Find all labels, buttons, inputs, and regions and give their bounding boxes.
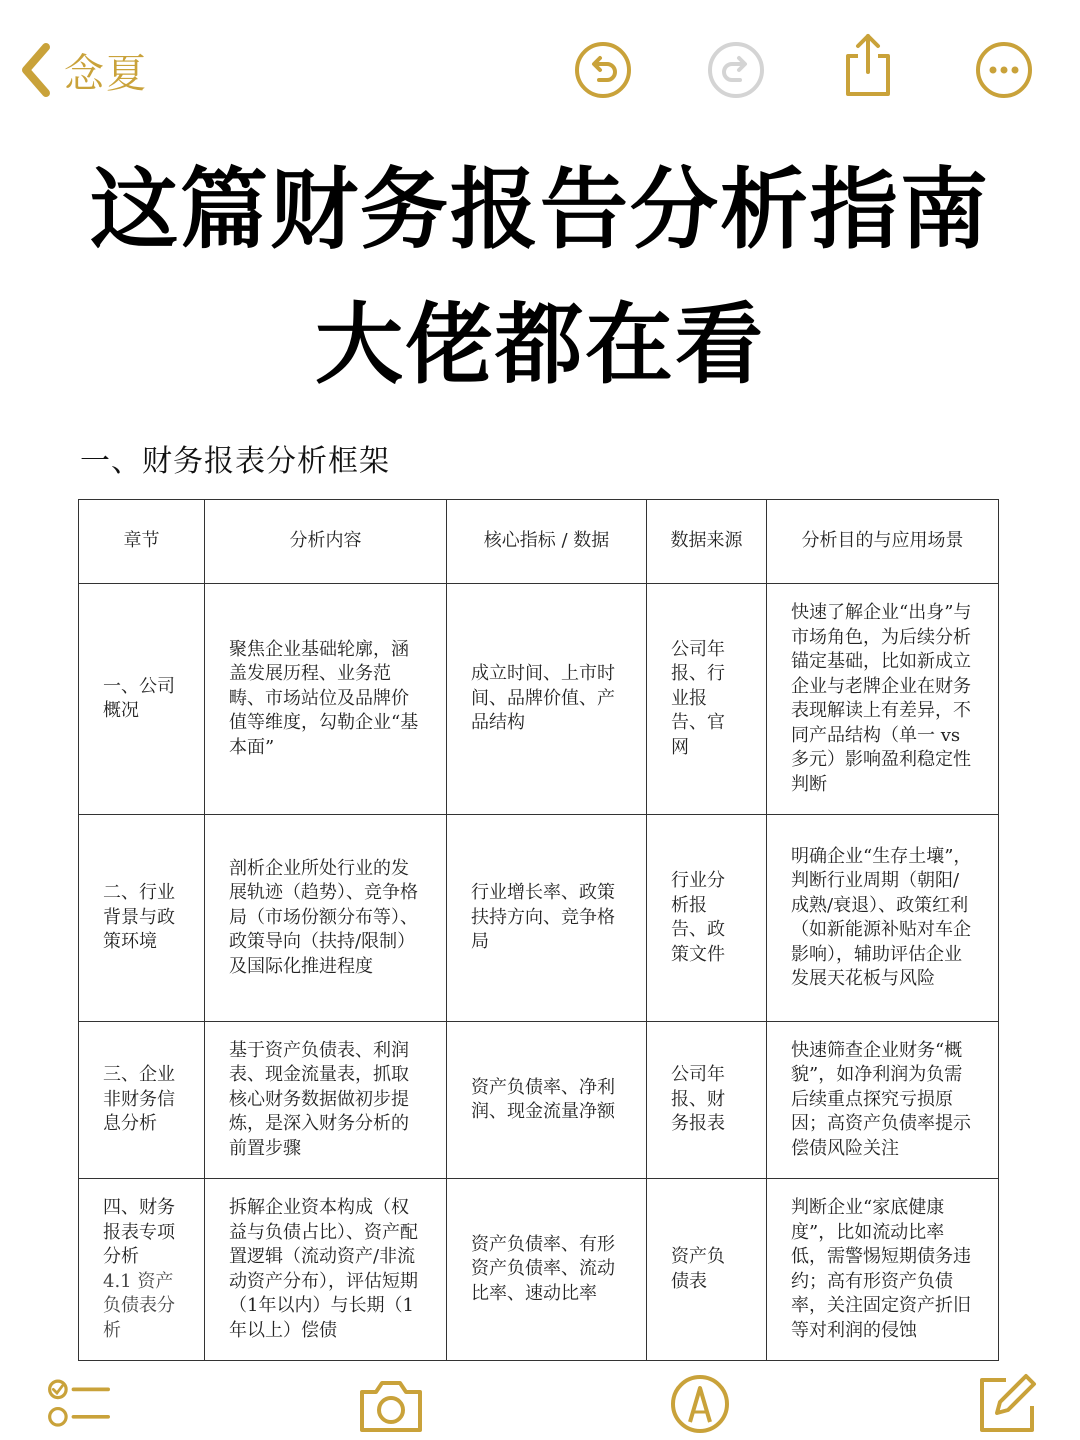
page-title-line-1: 这篇财务报告分析指南 — [89, 158, 990, 261]
table-row — [79, 1022, 999, 1179]
cell-purpose: 快速了解企业“出身”与市场角色，为后续分析锚定基础，比如新成立企业与老牌企业在财务表现解读上有差异，不同产品结构（单一 vs 多元）影响盈利稳定性判断 — [767, 584, 999, 815]
back-label: 念夏 — [64, 50, 148, 97]
header-purpose: 分析目的与应用场景 — [767, 500, 999, 584]
table-row — [79, 815, 999, 1022]
cell-source: 公司年报、财务报表 — [647, 1022, 767, 1179]
header-chapter: 章节 — [79, 500, 205, 584]
camera-icon[interactable] — [356, 1372, 426, 1436]
table-row — [79, 1179, 999, 1361]
compose-icon[interactable] — [974, 1372, 1038, 1436]
cell-chapter-sub: 4.1 资产负债表分析 — [103, 1270, 175, 1341]
undo-icon[interactable] — [573, 40, 633, 100]
cell-source: 行业分析报告、政策文件 — [647, 815, 767, 1022]
cell-content: 拆解企业资本构成（权益与负债占比）、资产配置逻辑（流动资产/非流动资产分布），评估短期（1年以内）与长期（1年以上）偿债 — [205, 1179, 447, 1361]
table-header-row — [79, 500, 999, 584]
cell-chapter: 二、行业背景与政策环境 — [79, 815, 205, 1022]
top-toolbar — [0, 0, 1080, 140]
chevron-left-icon — [18, 41, 52, 99]
cell-content: 剖析企业所处行业的发展轨迹（趋势）、竞争格局（市场份额分布等）、政策导向（扶持/限制）及国际化推进程度 — [205, 815, 447, 1022]
cell-content: 基于资产负债表、利润表、现金流量表，抓取核心财务数据做初步提炼，是深入财务分析的前置步骤 — [205, 1022, 447, 1179]
cell-chapter — [79, 1179, 205, 1361]
redo-icon[interactable] — [706, 40, 766, 100]
cell-metrics: 资产负债率、有形资产负债率、流动比率、速动比率 — [447, 1179, 647, 1361]
bottom-toolbar — [0, 1366, 1080, 1440]
cell-source: 公司年报、行业报告、官网 — [647, 584, 767, 815]
cell-source: 资产负债表 — [647, 1179, 767, 1361]
header-metrics: 核心指标 / 数据 — [447, 500, 647, 584]
section-heading: 一、财务报表分析框架 — [80, 444, 390, 479]
cell-purpose: 判断企业“家底健康度”，比如流动比率低，需警惕短期债务违约；高有形资产负债率，关注固定资产折旧等对利润的侵蚀 — [767, 1179, 999, 1361]
cell-metrics: 行业增长率、政策扶持方向、竞争格局 — [447, 815, 647, 1022]
header-content: 分析内容 — [205, 500, 447, 584]
cell-metrics: 资产负债率、净利润、现金流量净额 — [447, 1022, 647, 1179]
page-title-line-2: 大佬都在看 — [314, 293, 765, 396]
checklist-icon[interactable] — [46, 1372, 110, 1436]
cell-metrics: 成立时间、上市时间、品牌价值、产品结构 — [447, 584, 647, 815]
framework-table — [78, 499, 999, 1361]
header-source: 数据来源 — [647, 500, 767, 584]
cell-chapter: 一、公司概况 — [79, 584, 205, 815]
cell-chapter-title: 四、财务报表专项分析 — [103, 1197, 175, 1267]
cell-content: 聚焦企业基础轮廓，涵盖发展历程、业务范畴、市场站位及品牌价值等维度，勾勒企业“基本面” — [205, 584, 447, 815]
markup-icon[interactable] — [668, 1372, 732, 1436]
cell-purpose: 快速筛查企业财务“概貌”，如净利润为负需后续重点探究亏损原因；高资产负债率提示偿债风险关注 — [767, 1022, 999, 1179]
cell-purpose: 明确企业“生存土壤”，判断行业周期（朝阳/成熟/衰退）、政策红利（如新能源补贴对车企影响），辅助评估企业发展天花板与风险 — [767, 815, 999, 1022]
share-icon[interactable] — [838, 30, 898, 98]
table-row — [79, 584, 999, 815]
cell-chapter: 三、企业非财务信息分析 — [79, 1022, 205, 1179]
back-button[interactable] — [18, 38, 148, 102]
more-icon[interactable] — [974, 40, 1034, 100]
